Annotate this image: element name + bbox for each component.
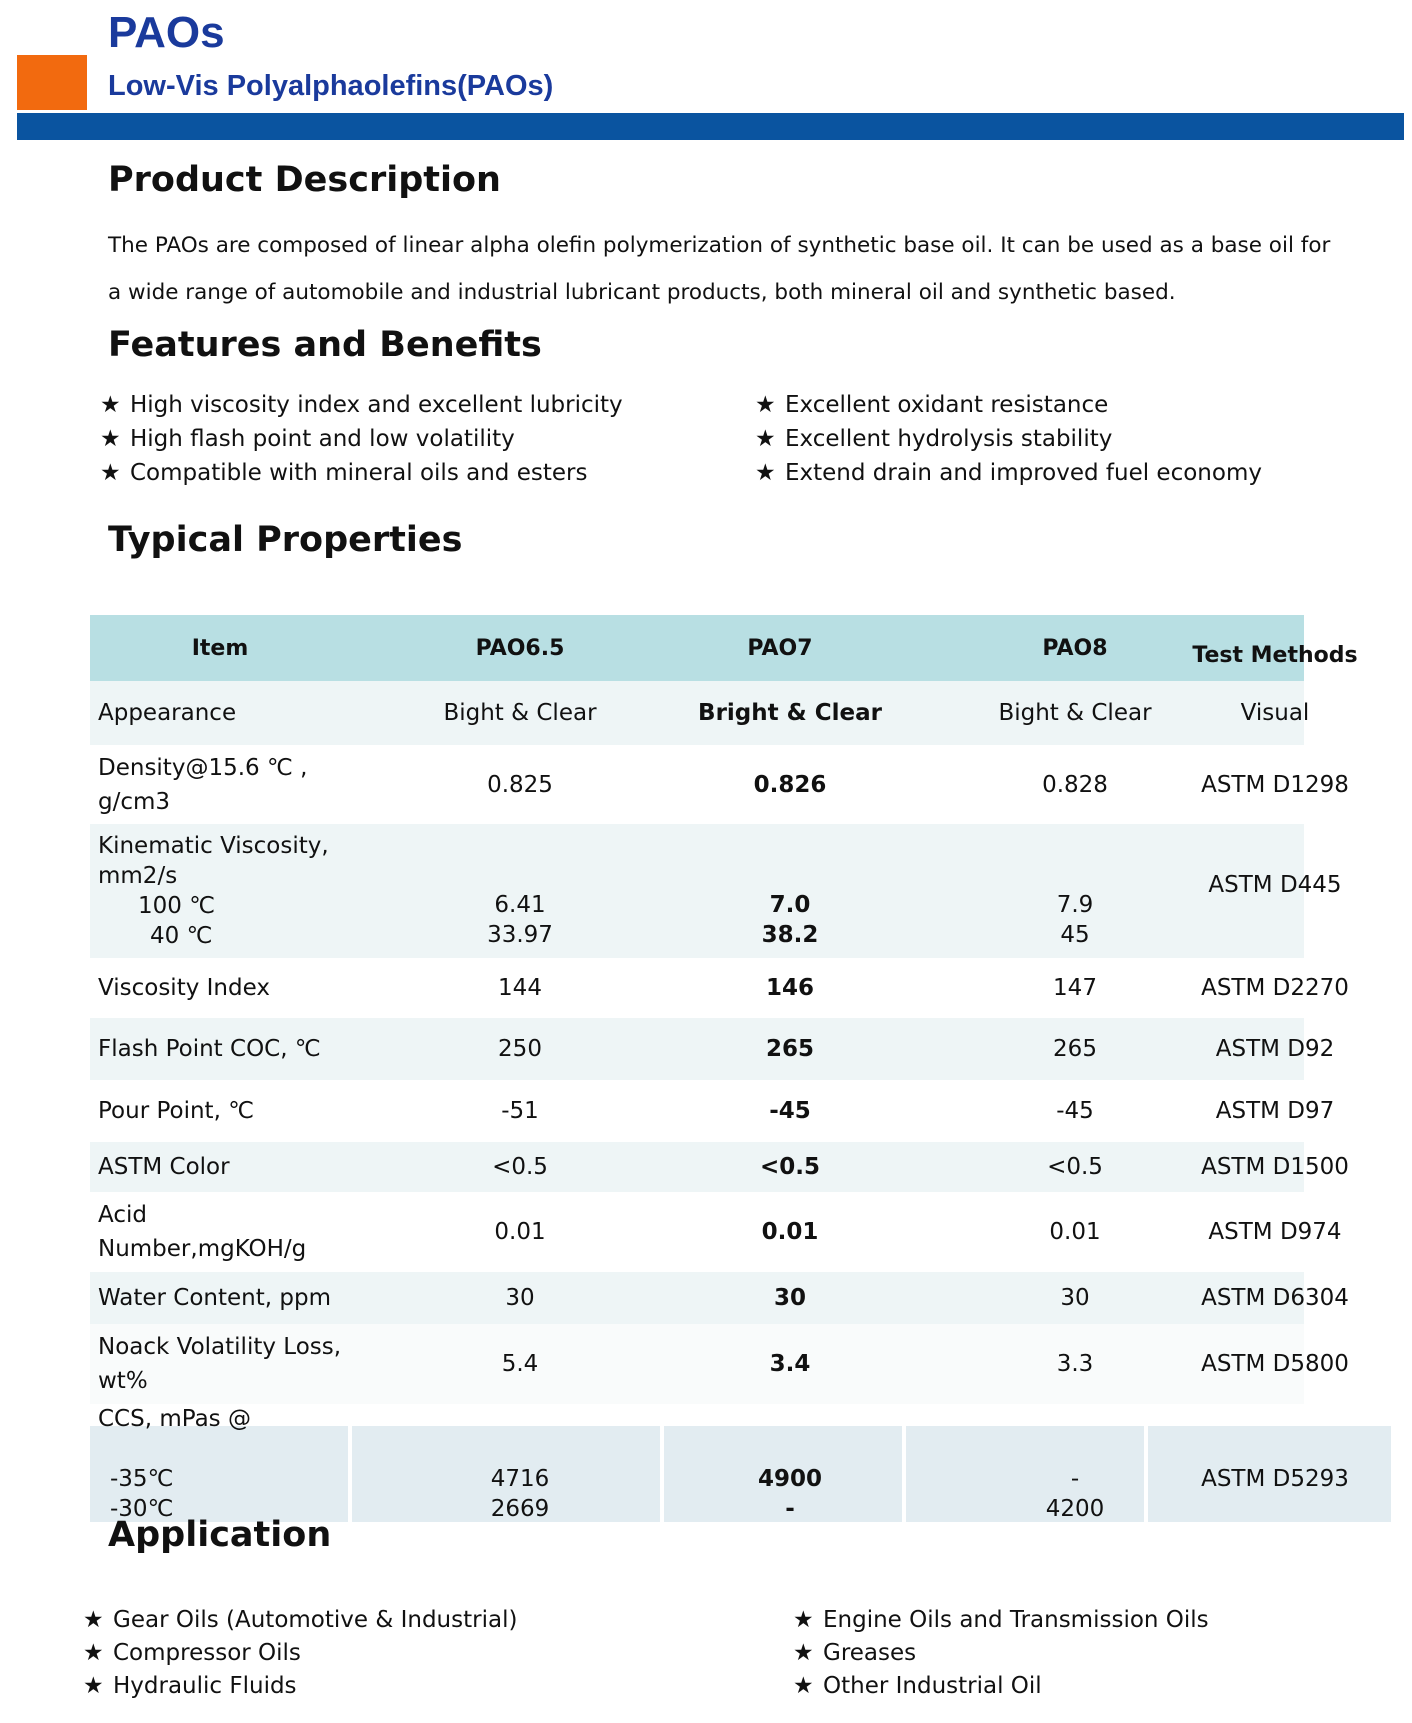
table-row: Appearance Bight & Clear Bright & Clear Bight & Clear Visual <box>90 681 1304 745</box>
feature-item: ★ Compatible with mineral oils and esters <box>100 456 623 490</box>
column-header-item: Item <box>191 635 249 661</box>
star-icon: ★ <box>83 1640 104 1666</box>
page-title: PAOs <box>108 8 225 57</box>
table-row-ccs: CCS, mPas @ -35℃ -30℃ 4716 2669 4900 - - 4200 ASTM D5293 <box>90 1426 1304 1522</box>
feature-item: ★ Excellent hydrolysis stability <box>755 422 1262 456</box>
column-header-pao8: PAO8 <box>1042 635 1108 661</box>
star-icon: ★ <box>793 1640 814 1666</box>
table-row: Flash Point COC, ℃ 250 265 265 ASTM D92 <box>90 1018 1304 1080</box>
feature-item: ★ Extend drain and improved fuel economy <box>755 456 1262 490</box>
product-description-text: The PAOs are composed of linear alpha olefin polymerization of synthetic base oil. It can be used as a base oil for a wide range of automobile and industrial lubricant products, both mineral oil and synthetic based. <box>108 233 1331 305</box>
table-row: Pour Point, ℃ -51 -45 -45 ASTM D97 <box>98 1098 1335 1124</box>
features-list-right <box>755 388 1262 490</box>
table-row: ASTM Color <0.5 <0.5 <0.5 ASTM D1500 <box>90 1142 1304 1192</box>
application-heading: Application <box>108 1515 332 1555</box>
star-icon: ★ <box>755 392 776 418</box>
features-heading: Features and Benefits <box>108 325 542 365</box>
product-description-heading: Product Description <box>108 160 501 200</box>
table-row: Density@15.6 ℃ , g/cm3 0.825 0.826 0.828 ASTM D1298 <box>98 754 1349 815</box>
application-item: ★ Gear Oils (Automotive & Industrial) <box>83 1604 517 1637</box>
table-row: Kinematic Viscosity, mm2/s 100 ℃ 40 ℃ 6.41 33.97 7.0 38.2 7.9 45 ASTM D445 <box>90 824 1304 958</box>
star-icon: ★ <box>755 460 776 486</box>
application-item: ★ Engine Oils and Transmission Oils <box>793 1604 1209 1637</box>
application-item: ★ Compressor Oils <box>83 1637 517 1670</box>
application-list-right <box>793 1604 1209 1703</box>
column-header-pao65: PAO6.5 <box>475 635 565 661</box>
star-icon: ★ <box>83 1607 104 1633</box>
star-icon: ★ <box>83 1673 104 1699</box>
star-icon: ★ <box>793 1673 814 1699</box>
star-icon: ★ <box>100 460 121 486</box>
feature-item: ★ High flash point and low volatility <box>100 422 623 456</box>
table-row: Noack Volatility Loss, wt% 5.4 3.4 3.3 ASTM D5800 <box>90 1324 1304 1404</box>
page-subtitle: Low-Vis Polyalphaolefins(PAOs) <box>108 70 554 102</box>
column-header-test-methods: Test Methods <box>1192 642 1358 668</box>
feature-item: ★ Excellent oxidant resistance <box>755 388 1262 422</box>
star-icon: ★ <box>755 426 776 452</box>
header-divider-bar <box>17 113 1404 140</box>
features-list-left <box>100 388 623 490</box>
table-row: Acid Number,mgKOH/g 0.01 0.01 0.01 ASTM D974 <box>98 1202 1342 1262</box>
star-icon: ★ <box>100 392 121 418</box>
properties-table <box>90 615 1358 1522</box>
typical-properties-heading: Typical Properties <box>108 520 463 560</box>
table-row: Viscosity Index 144 146 147 ASTM D2270 <box>98 975 1349 1001</box>
application-item: ★ Hydraulic Fluids <box>83 1670 517 1703</box>
feature-item: ★ High viscosity index and excellent lubricity <box>100 388 623 422</box>
star-icon: ★ <box>793 1607 814 1633</box>
star-icon: ★ <box>100 426 121 452</box>
table-row: Water Content, ppm 30 30 30 ASTM D6304 <box>90 1272 1304 1324</box>
table-header-row <box>90 615 1358 681</box>
application-item: ★ Other Industrial Oil <box>793 1670 1209 1703</box>
orange-brand-block <box>17 55 87 110</box>
application-item: ★ Greases <box>793 1637 1209 1670</box>
application-list-left <box>83 1604 517 1703</box>
column-header-pao7: PAO7 <box>747 635 813 661</box>
